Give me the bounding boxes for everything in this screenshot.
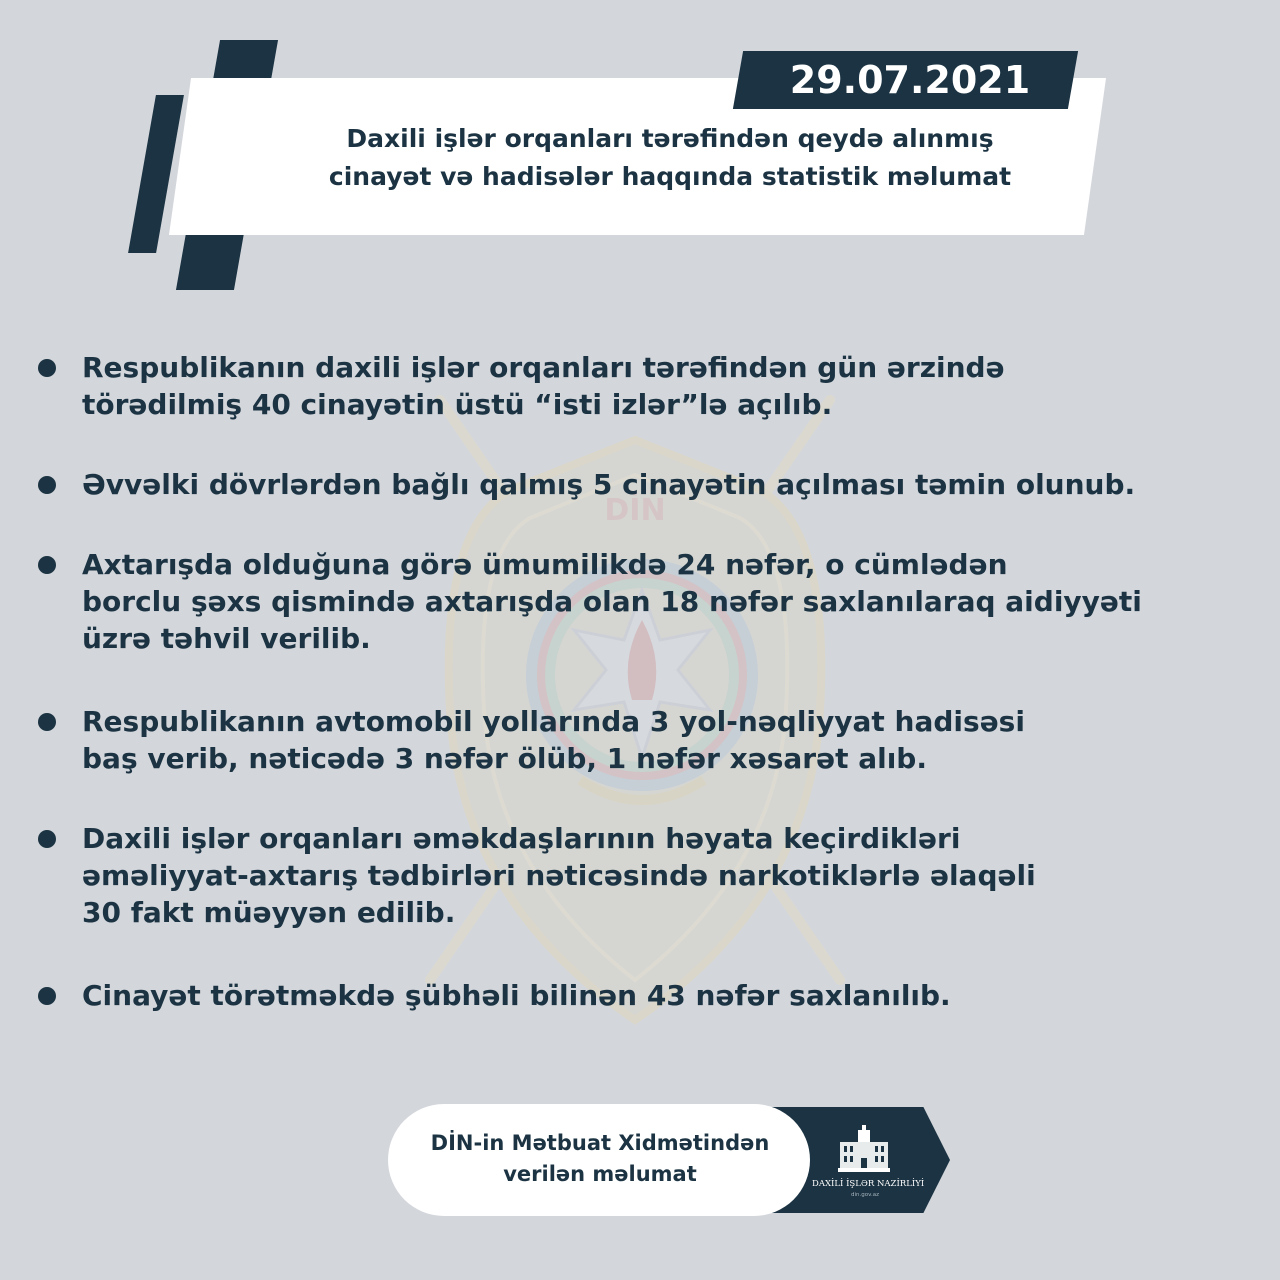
title-line-2: cinayət və hadisələr haqqında statistik məlumat [328,162,1012,191]
fact-item [82,466,1252,503]
bullet-icon [38,556,56,574]
fact-line: Daxili işlər orqanları əməkdaşlarının həyata keçirdikləri [82,822,961,855]
fact-line: Respublikanın daxili işlər orqanları tərəfindən gün ərzində [82,351,1005,384]
bullet-icon [38,987,56,1005]
fact-line: 30 fakt müəyyən edilib. [82,896,456,929]
bullet-icon [38,359,56,377]
fact-line: Cinayət törətməkdə şübhəli bilinən 43 nəfər saxlanılıb. [82,979,951,1012]
fact-item [82,546,1252,657]
title-line-1: Daxili işlər orqanları tərəfindən qeydə alınmış [346,124,994,153]
ministry-name: DAXİLİ İŞLƏR NAZİRLİYİ [812,1179,925,1189]
fact-line: Əvvəlki dövrlərdən bağlı qalmış 5 cinayətin açılması təmin olunub. [82,468,1136,501]
fact-line: borclu şəxs qismində axtarışda olan 18 nəfər saxlanılaraq aidiyyəti [82,585,1142,618]
bullet-icon [38,713,56,731]
watermark-label: DİN [604,493,666,528]
fact-line: Respublikanın avtomobil yollarında 3 yol-nəqliyyat hadisəsi [82,705,1025,738]
footer-line-2: verilən məlumat [503,1162,697,1186]
bullet-icon [38,830,56,848]
date-label: 29.07.2021 [789,58,1031,102]
bullet-icon [38,476,56,494]
fact-item [82,977,1252,1014]
fact-line: baş verib, nəticədə 3 nəfər ölüb, 1 nəfər xəsarət alıb. [82,742,927,775]
fact-item [82,820,1252,931]
fact-line: Axtarışda olduğuna görə ümumilikdə 24 nəfər, o cümlədən [82,548,1008,581]
fact-item [82,703,1252,777]
footer-source-text [400,1128,800,1190]
fact-line: üzrə təhvil verilib. [82,622,371,655]
ministry-building-icon [836,1124,892,1174]
fact-item [82,349,1252,423]
ministry-url: din.gov.az [851,1192,879,1198]
fact-line: əməliyyat-axtarış tədbirləri nəticəsində narkotiklərlə əlaqəli [82,859,1036,892]
footer-line-1: DİN-in Mətbuat Xidmətindən [430,1131,770,1155]
fact-line: törədilmiş 40 cinayətin üstü “isti izlər”lə açılıb. [82,388,833,421]
